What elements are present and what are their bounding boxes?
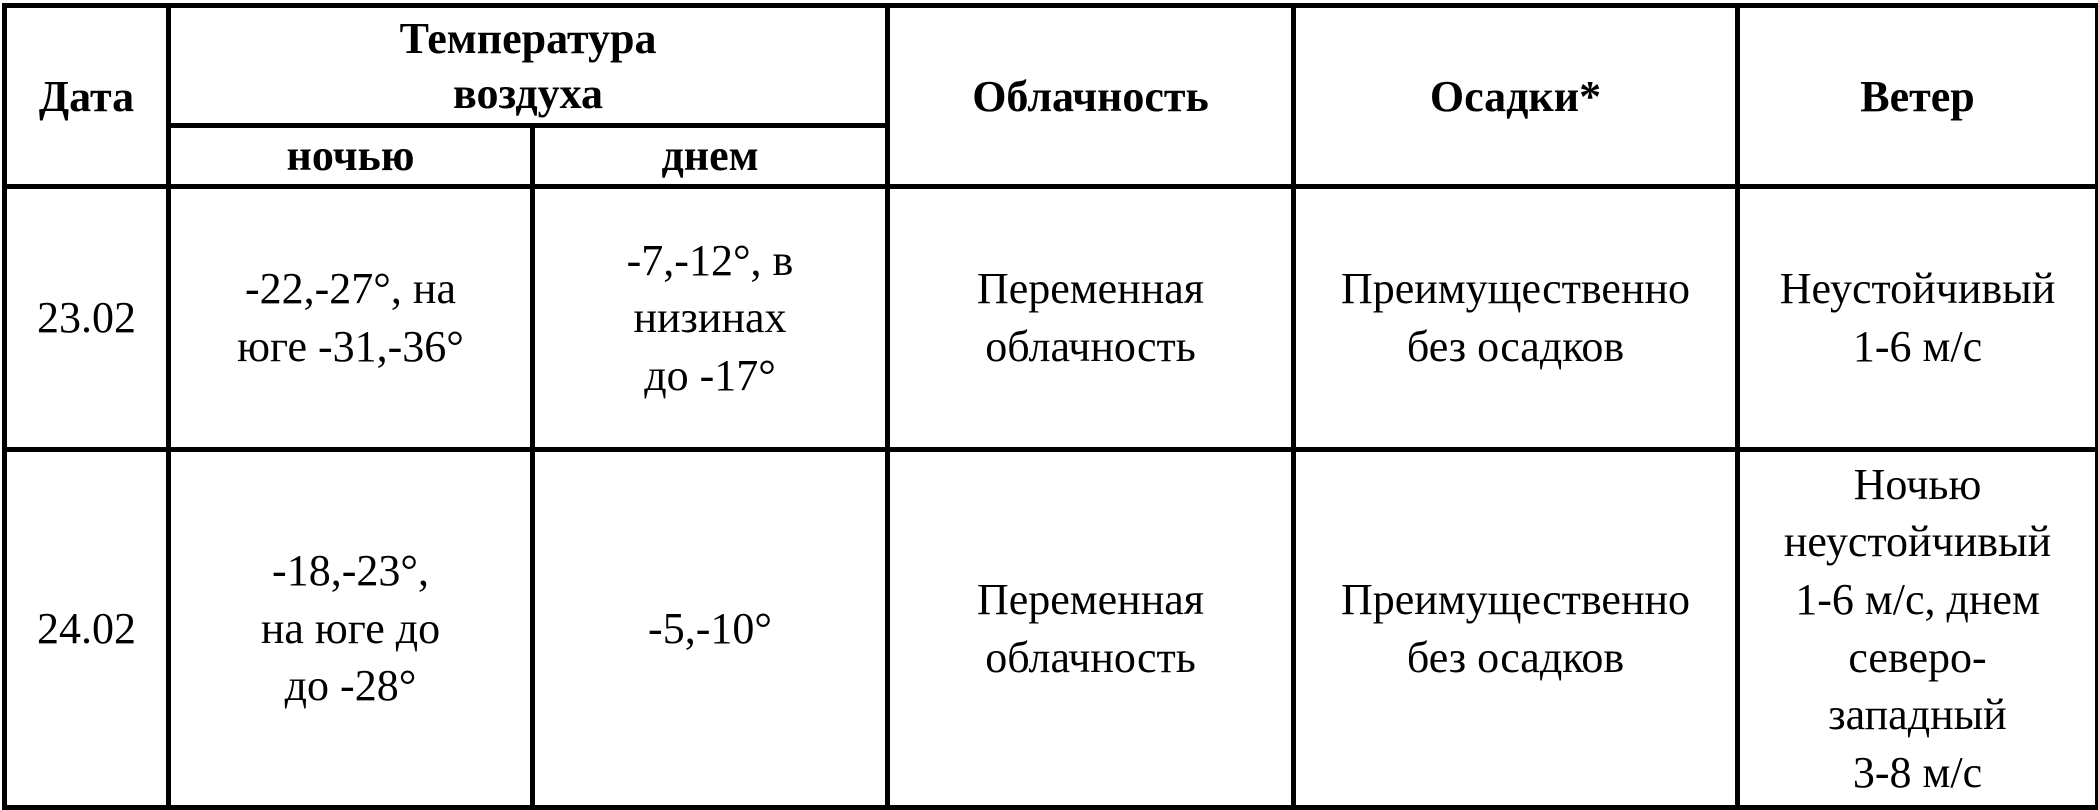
cell-cloudiness: Переменная облачность: [888, 450, 1294, 808]
header-wind: Ветер: [1738, 6, 2098, 187]
header-night: ночью: [169, 126, 533, 187]
header-precipitation: Осадки*: [1294, 6, 1738, 187]
cell-day-temperature: -5,-10°: [533, 450, 888, 808]
cell-precipitation: Преимущественно без осадков: [1294, 450, 1738, 808]
cell-night-temperature: -22,-27°, на юге -31,-36°: [169, 187, 533, 450]
header-cloudiness: Облачность: [888, 6, 1294, 187]
cell-precipitation: Преимущественно без осадков: [1294, 187, 1738, 450]
cell-date: 23.02: [5, 187, 169, 450]
header-date: Дата: [5, 6, 169, 187]
cell-day-temperature: -7,-12°, в низинах до -17°: [533, 187, 888, 450]
cell-night-temperature: -18,-23°, на юге до до -28°: [169, 450, 533, 808]
cell-wind: Неустойчивый 1-6 м/с: [1738, 187, 2098, 450]
cell-date: 24.02: [5, 450, 169, 808]
table-row: [5, 187, 2098, 450]
table-row: [5, 450, 2098, 808]
header-temperature: Температура воздуха: [169, 6, 888, 126]
header-row: [5, 6, 2098, 126]
cell-cloudiness: Переменная облачность: [888, 187, 1294, 450]
header-day: днем: [533, 126, 888, 187]
cell-wind: Ночью неустойчивый 1-6 м/с, днем северо- западный 3-8 м/с: [1738, 450, 2098, 808]
weather-forecast-table: [2, 3, 2098, 810]
